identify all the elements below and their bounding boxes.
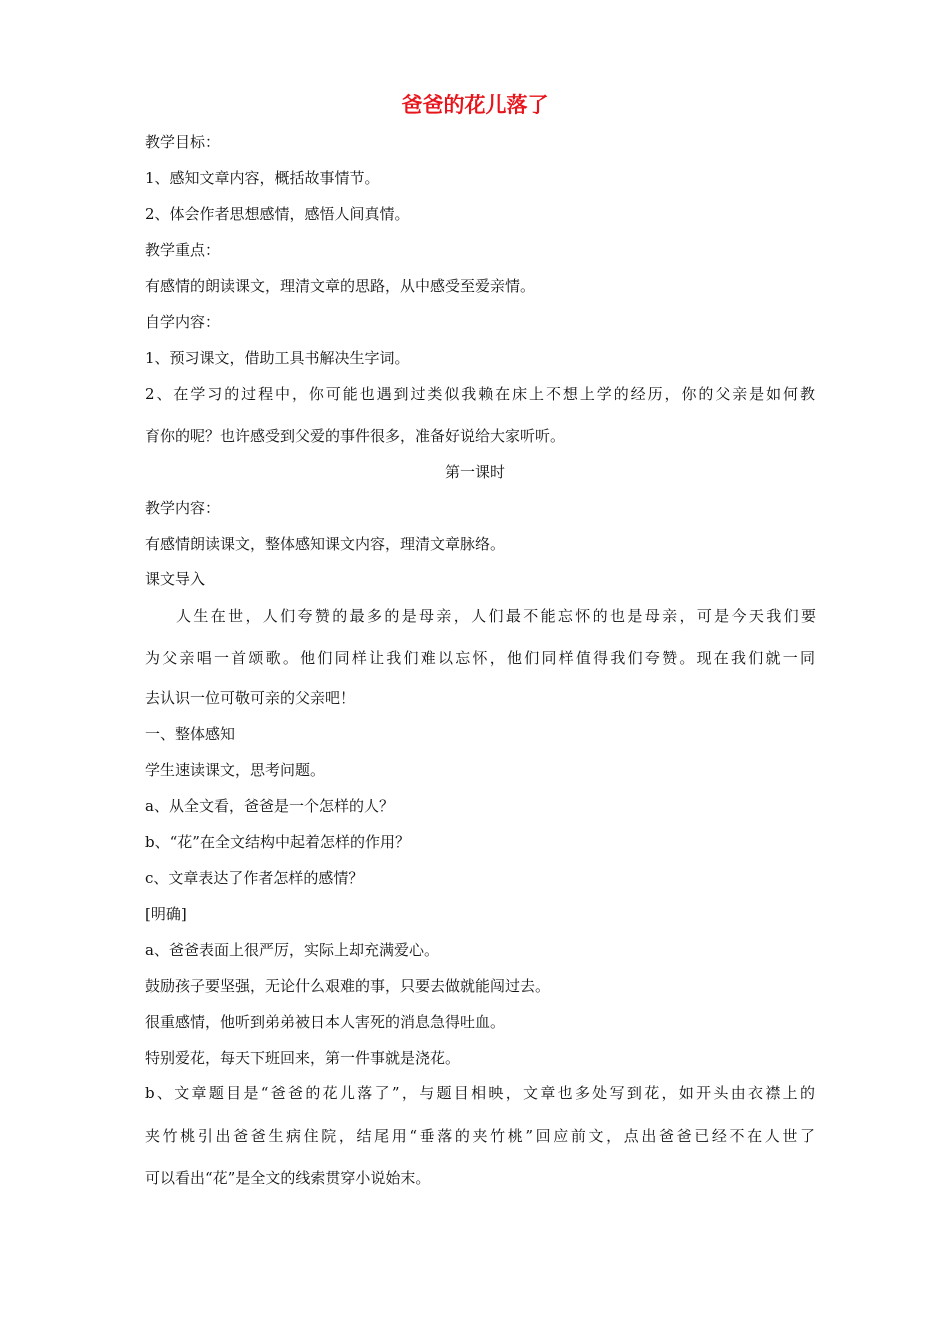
key-point-text: 有感情的朗读课文，理清文章的思路，从中感受至爱亲情。 bbox=[145, 277, 536, 295]
section-heading-teaching-content: 教学内容： bbox=[145, 499, 221, 517]
answer-a-detail-3: 特别爱花，每天下班回来，第一件事就是浇花。 bbox=[145, 1049, 461, 1067]
introduction-paragraph-line-3: 去认识一位可敬可亲的父亲吧！ bbox=[145, 689, 356, 707]
self-study-item-2-line-2: 育你的呢？也许感受到父爱的事件很多，准备好说给大家听听。 bbox=[145, 427, 566, 445]
introduction-paragraph-line-1: 人生在世，人们夸赞的最多的是母亲，人们最不能忘怀的也是母亲，可是今天我们要 bbox=[176, 607, 816, 625]
question-a: a、从全文看，爸爸是一个怎样的人？ bbox=[145, 797, 394, 815]
objective-item-2: 2、体会作者思想感情，感悟人间真情。 bbox=[145, 205, 410, 223]
question-b: b、“花”在全文结构中起着怎样的作用？ bbox=[145, 833, 410, 851]
section-heading-introduction: 课文导入 bbox=[145, 570, 206, 588]
answer-heading: [明确] bbox=[145, 905, 187, 923]
teaching-content-text: 有感情朗读课文，整体感知课文内容，理清文章脉络。 bbox=[145, 535, 506, 553]
question-c: c、文章表达了作者怎样的感情？ bbox=[145, 869, 364, 887]
reading-task: 学生速读课文，思考问题。 bbox=[145, 761, 326, 779]
answer-a: a、爸爸表面上很严厉，实际上却充满爱心。 bbox=[145, 941, 439, 959]
answer-b-line-1: b、文章题目是“爸爸的花儿落了”，与题目相映，文章也多处写到花，如开头由衣襟上的 bbox=[145, 1084, 815, 1102]
answer-a-detail-1: 鼓励孩子要坚强，无论什么艰难的事，只要去做就能闯过去。 bbox=[145, 977, 551, 995]
section-heading-self-study: 自学内容： bbox=[145, 313, 221, 331]
answer-a-detail-2: 很重感情，他听到弟弟被日本人害死的消息急得吐血。 bbox=[145, 1013, 506, 1031]
objective-item-1: 1、感知文章内容，概括故事情节。 bbox=[145, 169, 380, 187]
section-heading-key-points: 教学重点： bbox=[145, 241, 221, 259]
answer-b-line-2: 夹竹桃引出爸爸生病住院，结尾用“垂落的夹竹桃”回应前文，点出爸爸已经不在人世了 bbox=[145, 1127, 815, 1145]
introduction-paragraph-line-2: 为父亲唱一首颂歌。他们同样让我们难以忘怀，他们同样值得我们夸赞。现在我们就一同 bbox=[145, 649, 815, 667]
document-title: 爸爸的花儿落了 bbox=[401, 93, 549, 117]
self-study-item-1: 1、预习课文，借助工具书解决生字词。 bbox=[145, 349, 410, 367]
section-heading-overall-perception: 一、整体感知 bbox=[145, 725, 236, 743]
self-study-item-2-line-1: 2、在学习的过程中，你可能也遇到过类似我赖在床上不想上学的经历，你的父亲是如何教 bbox=[145, 385, 815, 403]
answer-b-line-3: 可以看出“花”是全文的线索贯穿小说始末。 bbox=[145, 1169, 431, 1187]
lesson-heading: 第一课时 bbox=[444, 463, 505, 481]
section-heading-objectives: 教学目标： bbox=[145, 133, 221, 151]
